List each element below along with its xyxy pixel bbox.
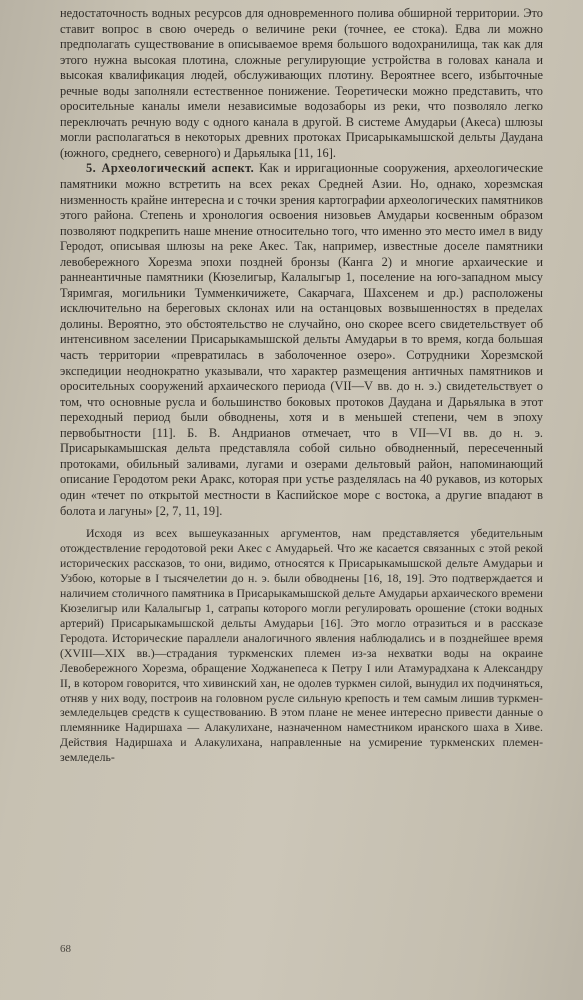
paragraph-text: недостаточность водных ресурсов для одновременного полива обширной территории. Это ставит вопрос в свою очередь о величине реки (точнее, ее стока). Едва ли можно предполагать существование в описываемое время большого водохранилища, так как для этого нужна высокая плотина, сложные регулирующие устройства в головах канала и высокая квалификация людей, обслуживающих плотину. Вероятнее всего, избыточные речные воды заполняли естественное понижение. Теоретически можно представить, что оросительные каналы имели независимые водозаборы из реки, что позволяло легко переключать речную воду с одного канала в другой. В системе Амударьи (Акеса) шлюзы могли располагаться в некоторых древних протоках Присарыкамышской дельты Даудана (южного, среднего, северного) и Дарьялыка [11, 16]. xyxy=(60,6,543,160)
paragraph-gap xyxy=(60,519,543,526)
paragraph-text: Как и ирригационные сооружения, археологические памятники можно встретить на всех реках Средней Азии. Но, однако, хорезмская низменность крайне интересна и с точки зрения картографии археологических памятников этого района. Степень и хронология освоения низовьев Амударьи косвенным образом позволяют подкрепить наше мнение относительно того, что именно это место имел в виду Геродот, описывая шлюзы на реке Акес. Так, например, известные доселе памятники левобережного Хорезма эпохи поздней бронзы (Канга 2) и многие архаические и раннеантичные памятники (Кюзелигыр, Калалыгыр 1, поселение на юго-западном мысу Тяримгая, могильники Тумменкичижете, Сакарчага, Шахсенем и др.) расположены исключительно на береговых склонах или на останцовых возвышенностях в пределах долины. Вероятно, это обстоятельство не случайно, оно скорее всего свидетельствует об интенсивном заселении Присарыкамышской дельты Амударьи в то время, когда большая часть территории «превратилась в заболоченное озеро». Сотрудники Хорезмской экспедиции неоднократно указывали, что характер размещения античных памятников и оросительных сооружений архаического периода (VII—V вв. до н. э.) свидетельствует о том, что основные русла и большинство боковых протоков Даудана и Дарьялыка в этот переходный период были обводнены, хотя и в меньшей степени, чем в эпоху первобытности [11]. Б. В. Андрианов отмечает, что в VII—VI вв. до н. э. Присарыкамышская дельта представляла собой сильно обводненный, пересеченный протоками, обильный заливами, лугами и озерами дельтовый район, напоминающий описание Геродотом реки Аракс, которая при устье разделялась на 40 рукавов, из которых один «течет по открытой местности в Каспийское море с востока, а другие впадают в болота и лагуны» [2, 7, 11, 19]. xyxy=(60,161,543,518)
paragraph-text: Исходя из всех вышеуказанных аргументов, нам представляется убедительным отождествление геродотовой реки Акес с Амударьей. Что же касается связанных с этой рекой исторических рассказов, то они, видимо, относятся к Присарыкамышской дельте Амударьи и Узбою, которые в I тысячелетии до н. э. были обводнены [16, 18, 19]. Это подтверждается и наличием столичного памятника в Присарыкамышской дельте Амударьи архаического времени Кюзелигыр или Калалыгыр 1, сатрапы которого могли регулировать орошение (стоки водных артерий) Присарыкамышской дельты Амударьи [16]. Это могло отразиться и в рассказе Геродота. Исторические параллели аналогичного явления наблюдались и в позднейшее время (XVIII—XIX вв.)—страдания туркменских племен из-за нехватки воды на окраине Левобережного Хорезма, обращение Ходжанепеса к Петру I или Атамурадхана к Александру II, в котором говорится, что хивинский хан, не одолев туркмен силой, вынудил их подчиняться, отняв у них воду, построив на головном русле сильную крепость и тем самым лишив туркмен-земледельцев средств к существованию. В этом плане не менее интересно привести данные о племяннике Надиршаха — Алакулихане, назначенном наместником иранского шаха в Хиве. Действия Надиршаха и Алакулихана, направленные на усмирение туркменских племен-земледель- xyxy=(60,526,543,765)
paragraph-irrigation-end xyxy=(60,6,543,161)
paragraph-conclusion xyxy=(60,526,543,765)
paragraph-archaeological-aspect xyxy=(60,161,543,519)
section-heading: 5. Археологический аспект. xyxy=(86,161,255,176)
page-number: 68 xyxy=(60,943,71,955)
